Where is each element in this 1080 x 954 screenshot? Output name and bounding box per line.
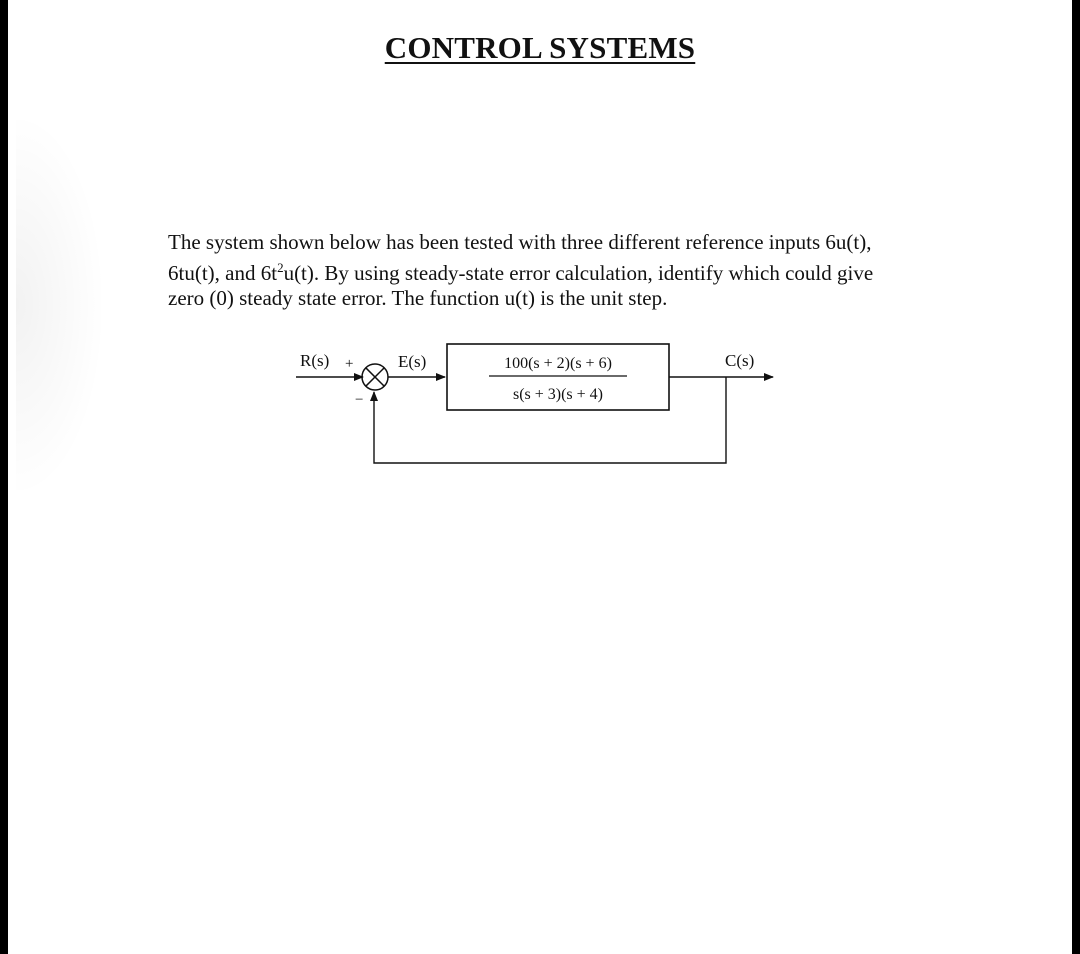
title-text: CONTROL SYSTEMS	[384, 30, 696, 65]
problem-line-2-start: 6tu(t), and 6t	[168, 261, 278, 285]
minus-sign: −	[355, 392, 364, 408]
summing-junction	[362, 364, 388, 390]
plus-sign: +	[345, 356, 354, 372]
output-label: C(s)	[725, 351, 755, 370]
problem-line-3: zero (0) steady state error. The function u(t) is the unit step.	[168, 286, 668, 310]
denominator: s(s + 3)(s + 4)	[512, 386, 604, 403]
right-edge-shadow	[1072, 0, 1080, 954]
document-page	[8, 0, 1072, 954]
problem-line-1: The system shown below has been tested with three different reference inputs 6u(t),	[168, 230, 872, 254]
input-label: R(s)	[300, 351, 330, 370]
block-diagram	[8, 0, 1072, 954]
problem-line-2-end: u(t). By using steady-state error calculation, identify which could give	[283, 261, 874, 285]
error-label: E(s)	[398, 352, 427, 371]
exponent: 2	[277, 260, 284, 275]
numerator: 100(s + 2)(s + 6)	[504, 355, 612, 372]
